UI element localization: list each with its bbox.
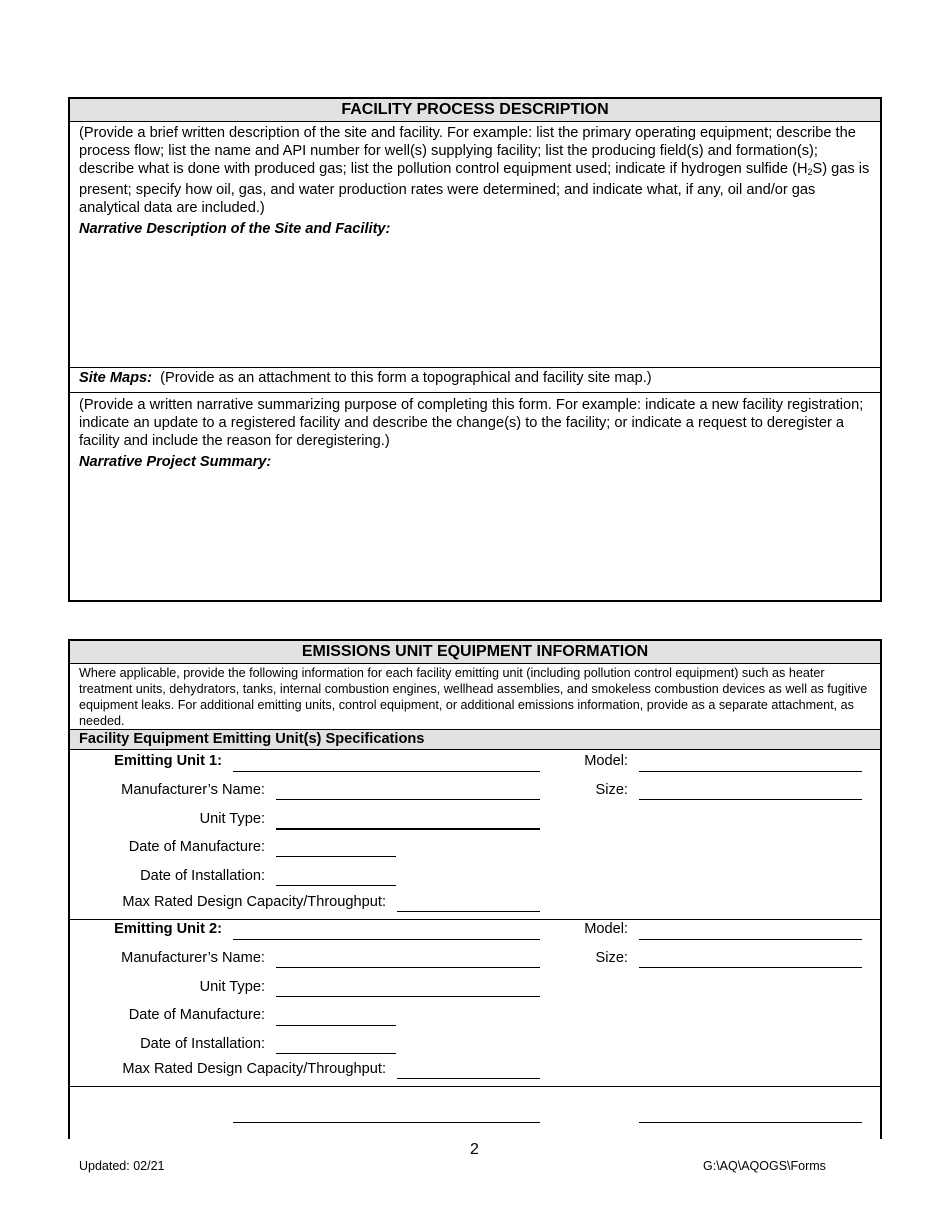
date-of-manufacture-label: Date of Manufacture: (128, 839, 265, 855)
capacity-label: Max Rated Design Capacity/Throughput: (122, 1061, 386, 1077)
emissions-instructions: Where applicable, provide the following information for each facility emitting unit (including pollution control equipment) such as heater treatment units, dehydrators, tanks, internal combustion engines, wellhead assemblies, and smokeless combustion devices as well as fugitive equipment leaks. For additional emitting units, control equipment, or additional emissions information, provide as a separate attachment, as needed. (79, 666, 868, 728)
manufacturer-input[interactable] (276, 799, 540, 800)
page-number: 2 (470, 1141, 479, 1158)
site-maps-label: Site Maps: (79, 370, 152, 386)
specs-header: Facility Equipment Emitting Unit(s) Specifications (70, 729, 880, 750)
unit-type-label: Unit Type: (199, 979, 265, 995)
facility-section-title: FACILITY PROCESS DESCRIPTION (70, 99, 880, 122)
size-label: Size: (595, 950, 628, 966)
date-of-installation-label: Date of Installation: (140, 868, 265, 884)
divider (70, 367, 880, 368)
site-maps-text: (Provide as an attachment to this form a topographical and facility site map.) (160, 370, 652, 386)
unit-type-label: Unit Type: (199, 811, 265, 827)
date-of-manufacture-input[interactable] (276, 856, 396, 857)
emitting-unit-input[interactable] (233, 771, 540, 772)
date-of-installation-input[interactable] (276, 1053, 396, 1054)
file-path: G:\AQ\AQOGS\Forms (703, 1159, 826, 1173)
manufacturer-label: Manufacturer’s Name: (121, 782, 265, 798)
emitting-unit-label: Emitting Unit 1: (114, 753, 222, 769)
model-input[interactable] (639, 939, 862, 940)
narrative-summary-label: Narrative Project Summary: (79, 454, 272, 470)
model-3-input[interactable] (639, 1122, 862, 1123)
model-label: Model: (584, 921, 628, 937)
model-label: Model: (584, 753, 628, 769)
narrative-summary-field[interactable] (72, 476, 878, 598)
summary-instructions: (Provide a written narrative summarizing purpose of completing this form. For example: indicate a new facility registration; indicate an update to a registered facility and describe the change(s) to the facility; or indicate a request to deregister a facility and include the reason for deregistering.) (79, 397, 864, 449)
emitting-unit-input[interactable] (233, 939, 540, 940)
emissions-section (68, 639, 882, 1139)
facility-instructions: (Provide a brief written description of the site and facility. For example: list the primary operating equipment; describe the process flow; list the name and API number for well(s) supplying facility; list the producing field(s) and formation(s); describe what is done with produced gas; list the pollution control equipment used; indicate if hydrogen sulfide $(H_2S)$ gas is present; specify how oil, gas, and water production rates were determined; and indicate what, if any, oil and/or gas analytical data are included.) (79, 125, 870, 216)
emitting-unit-label: Emitting Unit 2: (114, 921, 222, 937)
capacity-label: Max Rated Design Capacity/Throughput: (122, 894, 386, 910)
size-input[interactable] (639, 799, 862, 800)
divider (70, 1086, 880, 1087)
unit-type-input[interactable] (276, 996, 540, 997)
emitting-unit-3-input[interactable] (233, 1122, 540, 1123)
updated-date: Updated: 02/21 (79, 1159, 165, 1173)
facility-process-section (68, 97, 882, 602)
date-of-manufacture-label: Date of Manufacture: (128, 1007, 265, 1023)
capacity-input[interactable] (397, 1078, 540, 1079)
size-input[interactable] (639, 967, 862, 968)
divider (70, 919, 880, 920)
site-maps-row (79, 369, 652, 387)
date-of-installation-label: Date of Installation: (140, 1036, 265, 1052)
narrative-description-label: Narrative Description of the Site and Facility: (79, 221, 391, 237)
capacity-input[interactable] (397, 911, 540, 912)
size-label: Size: (595, 782, 628, 798)
emissions-section-title: EMISSIONS UNIT EQUIPMENT INFORMATION (70, 641, 880, 664)
narrative-description-field[interactable] (72, 243, 878, 365)
divider (70, 392, 880, 393)
unit-type-input[interactable] (276, 828, 540, 830)
manufacturer-label: Manufacturer’s Name: (121, 950, 265, 966)
manufacturer-input[interactable] (276, 967, 540, 968)
model-input[interactable] (639, 771, 862, 772)
date-of-installation-input[interactable] (276, 885, 396, 886)
date-of-manufacture-input[interactable] (276, 1025, 396, 1026)
